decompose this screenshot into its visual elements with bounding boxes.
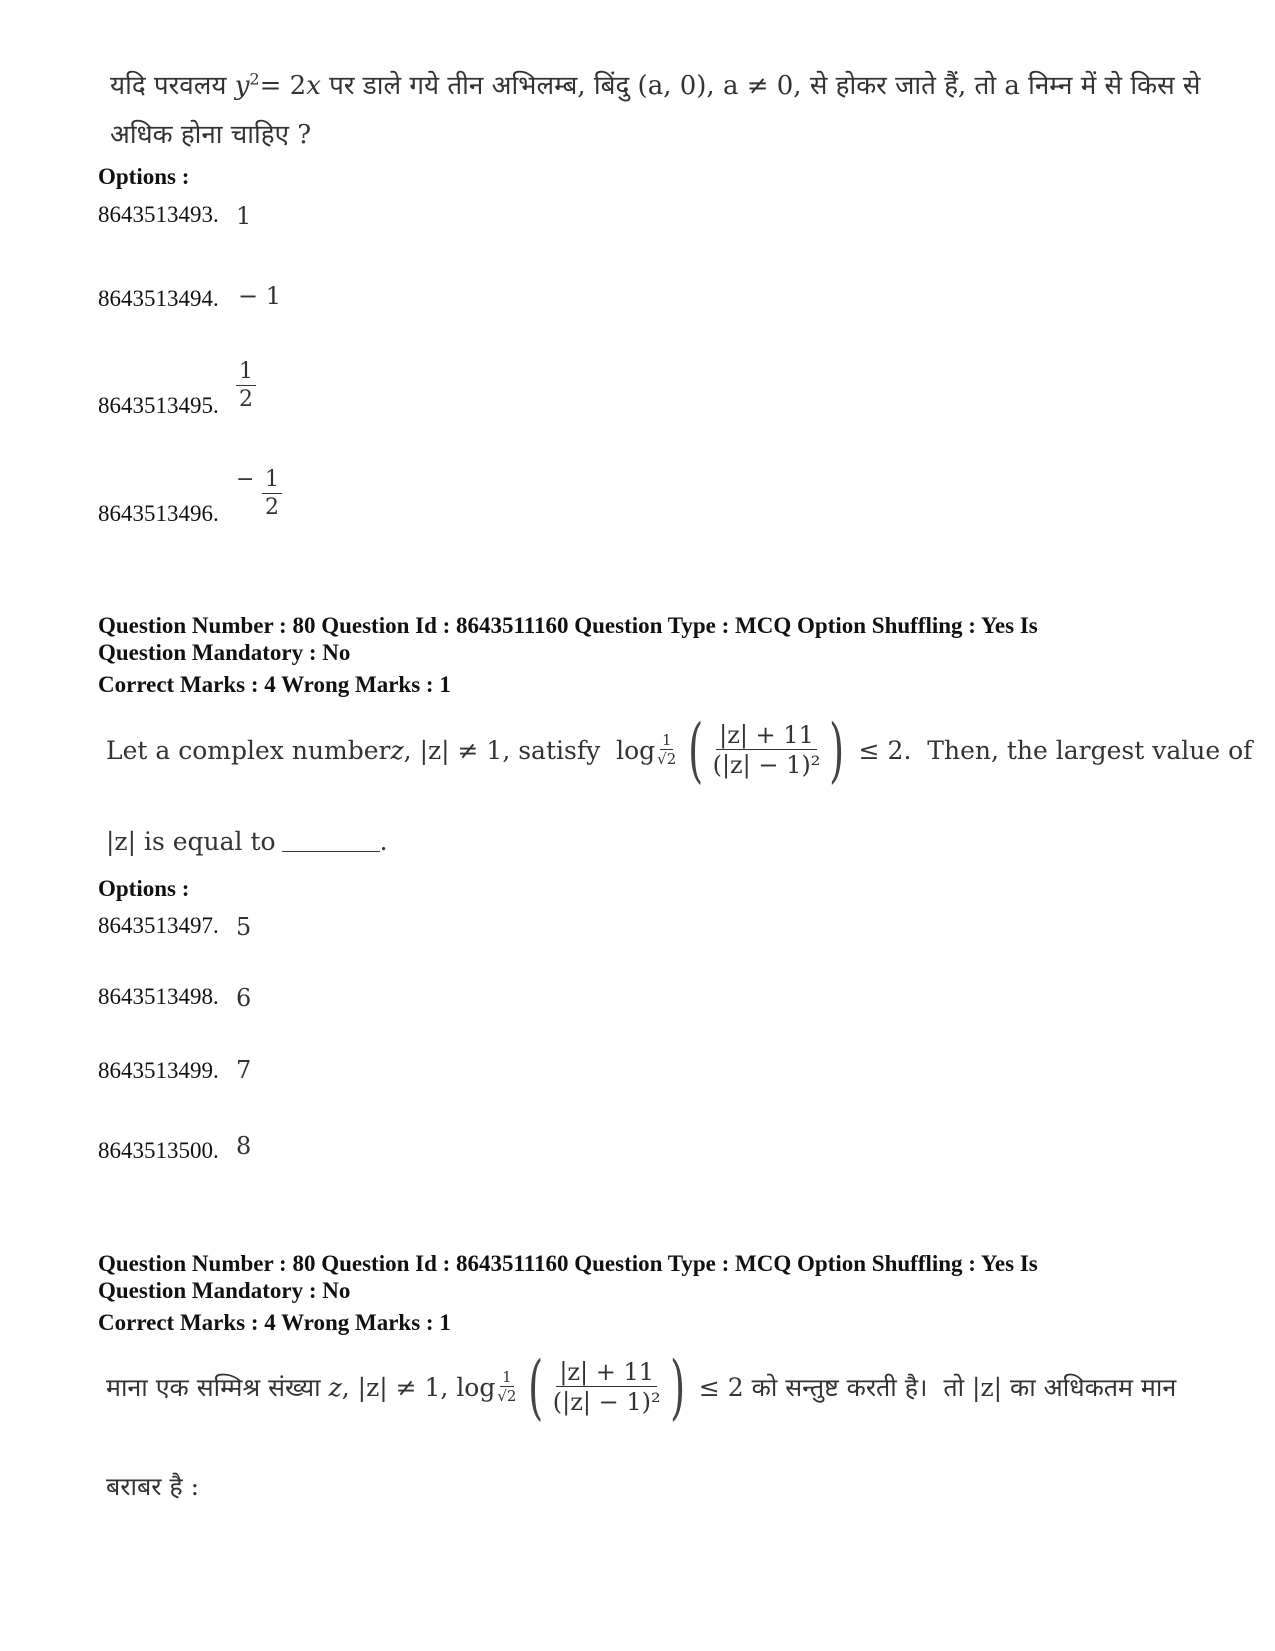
option-row[interactable] <box>98 467 279 527</box>
question-meta-line-1: Question Number : 80 Question Id : 8643511160 Question Type : MCQ Option Shuffling : Yes Is <box>98 1251 1038 1276</box>
option-value: 5 <box>236 913 252 941</box>
option-id: 8643513499. <box>98 1058 219 1083</box>
option-fraction <box>262 469 282 519</box>
question-text-line-1 <box>106 1346 1177 1428</box>
text-part: , |z| ≠ 1, log <box>341 1372 496 1402</box>
text-part: माना एक सम्मिश्र संख्या <box>106 1373 329 1402</box>
text-part: यदि परवलय <box>110 71 235 101</box>
fraction-numerator: 1 <box>236 361 256 386</box>
options-label: Options : <box>98 876 190 901</box>
question-text-line-2: बराबर है : <box>106 1472 200 1501</box>
answer-blank <box>282 851 380 852</box>
left-paren: ( <box>528 1346 544 1428</box>
text-part: , |z| ≠ 1, satisfy log <box>403 735 656 765</box>
option-id: 8643513498. <box>98 984 219 1009</box>
question-text-line-1 <box>106 709 1253 791</box>
text-part: |z| is equal to <box>106 827 276 856</box>
log-base-fraction <box>495 1370 518 1404</box>
question-meta-line-2: Question Mandatory : No <box>98 1278 351 1303</box>
option-row[interactable] <box>98 1132 252 1164</box>
math-y: y <box>234 71 250 101</box>
option-value: 8 <box>236 1132 252 1160</box>
log-argument-fraction <box>710 723 824 777</box>
question-text-line-2 <box>106 827 388 856</box>
math-equals: = 2 <box>259 71 307 101</box>
prev-question-line-2: अधिक होना चाहिए ? <box>110 120 312 150</box>
log-argument-fraction <box>550 1360 664 1414</box>
fraction-denominator: √2 <box>657 750 677 768</box>
text-part: . <box>379 827 388 856</box>
right-paren: ) <box>829 709 845 791</box>
option-id: 8643513496. <box>98 501 219 526</box>
fraction-numerator: 1 <box>262 469 282 494</box>
math-z: z <box>390 735 404 765</box>
option-value: 7 <box>236 1056 252 1084</box>
text-part: ≤ 2 को सन्तुष्ट करती है। तो |z| का अधिकतम मान <box>690 1373 1177 1402</box>
question-marks: Correct Marks : 4 Wrong Marks : 1 <box>98 1310 451 1335</box>
math-exponent: 2 <box>249 69 260 89</box>
fraction-denominator: 2 <box>265 495 279 520</box>
option-id: 8643513495. <box>98 393 219 418</box>
option-row[interactable] <box>98 282 282 312</box>
fraction-numerator: 1 <box>661 731 672 749</box>
question-meta-line-2: Question Mandatory : No <box>98 640 351 665</box>
option-row[interactable] <box>98 359 253 419</box>
option-id: 8643513500. <box>98 1138 219 1163</box>
option-row[interactable] <box>98 202 252 230</box>
option-id: 8643513493. <box>98 202 219 227</box>
fraction-numerator: 1 <box>502 1368 512 1386</box>
option-row[interactable] <box>98 913 252 941</box>
log-base-fraction <box>655 733 678 767</box>
math-z: z <box>328 1372 342 1402</box>
text-part: Let a complex number <box>106 735 391 765</box>
question-meta-line-1: Question Number : 80 Question Id : 8643511160 Question Type : MCQ Option Shuffling : Yes Is <box>98 613 1038 638</box>
option-value: − <box>236 467 255 492</box>
text-part: ≤ 2. Then, the largest value of <box>850 735 1253 765</box>
options-label: Options : <box>98 164 190 189</box>
option-value: 1 <box>236 202 252 230</box>
math-x: x <box>306 71 321 101</box>
option-id: 8643513494. <box>98 286 219 311</box>
option-id: 8643513497. <box>98 913 219 938</box>
left-paren: ( <box>688 709 704 791</box>
fraction-denominator: 2 <box>239 387 253 412</box>
option-value: − 1 <box>238 282 282 310</box>
right-paren: ) <box>669 1346 685 1428</box>
fraction-numerator: |z| + 11 <box>556 1360 657 1387</box>
option-row[interactable] <box>98 1056 252 1084</box>
prev-question-line-1 <box>110 66 1201 102</box>
fraction-numerator: |z| + 11 <box>716 723 817 750</box>
option-row[interactable] <box>98 984 252 1012</box>
fraction-denominator: √2 <box>497 1387 517 1405</box>
option-fraction <box>236 361 256 411</box>
fraction-denominator: (|z| − 1)² <box>712 751 821 779</box>
option-value: 6 <box>236 984 252 1012</box>
text-part: पर डाले गये तीन अभिलम्ब, बिंदु (a, 0), a ≠ 0, से होकर जाते हैं, तो a निम्न में से किस से <box>320 71 1201 101</box>
fraction-denominator: (|z| − 1)² <box>552 1388 661 1416</box>
question-marks: Correct Marks : 4 Wrong Marks : 1 <box>98 672 451 697</box>
